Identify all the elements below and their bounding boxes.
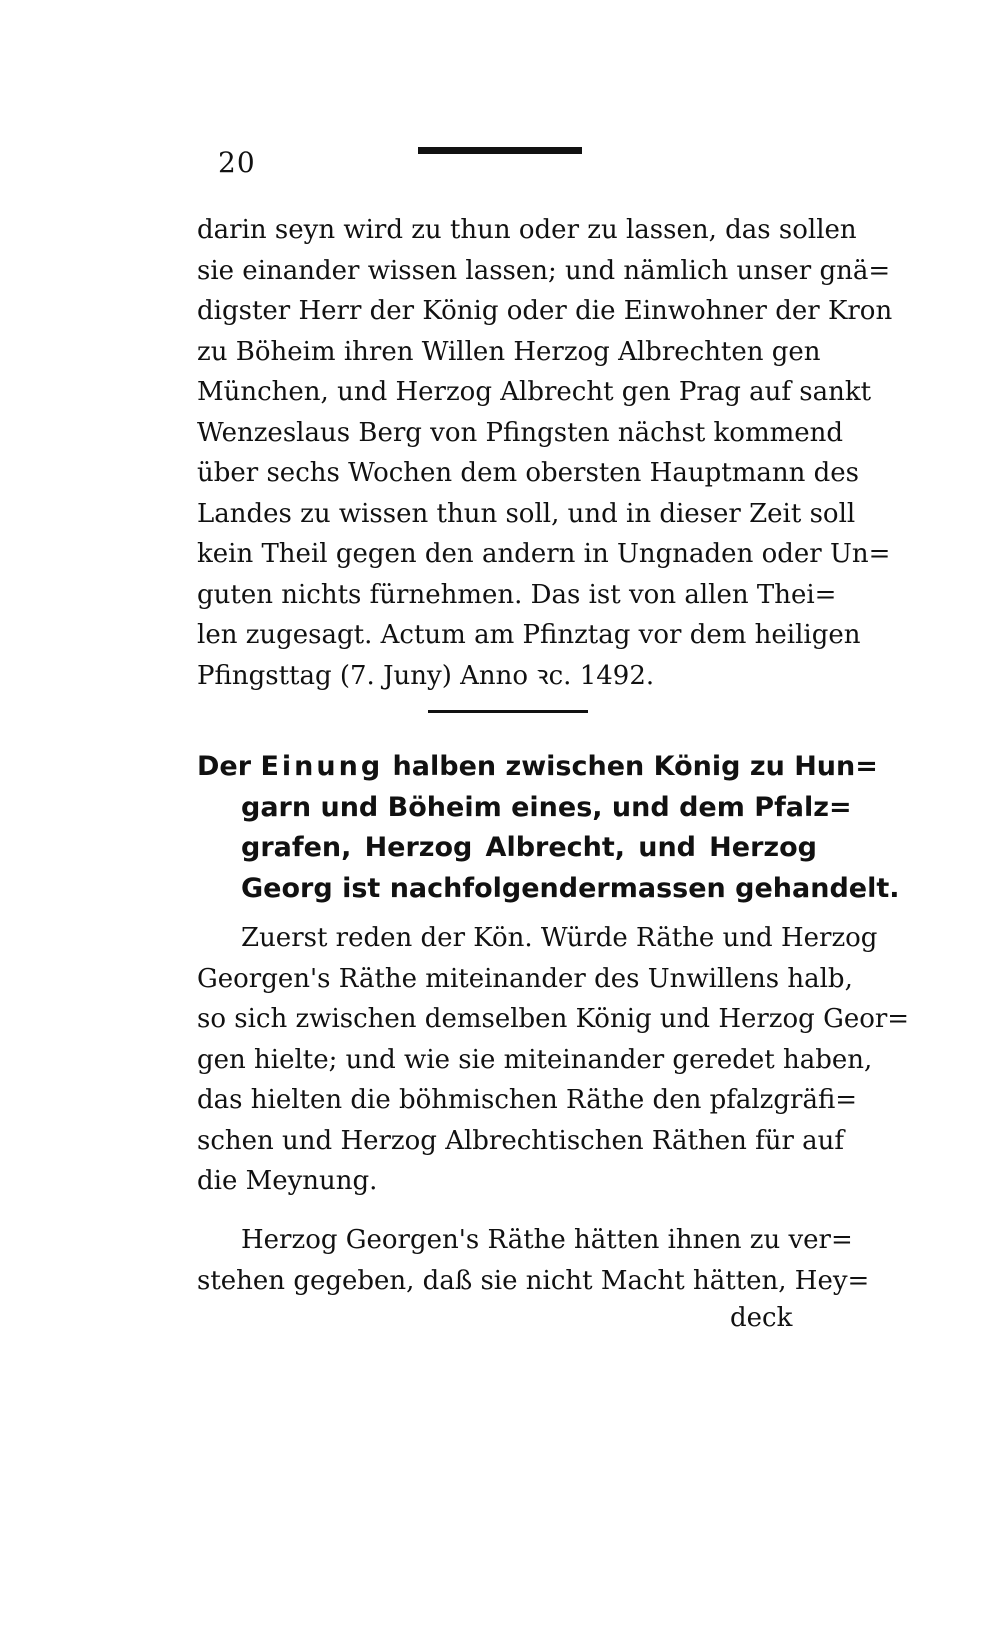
text-line: über sechs Wochen dem obersten Hauptmann des (197, 458, 859, 488)
heading-line: grafen, Herzog Albrecht, und Herzog (241, 832, 817, 863)
section-divider (428, 710, 588, 713)
heading-line: Georg ist nachfolgendermassen gehandelt. (241, 872, 900, 904)
text-line: so sich zwischen demselben König und Herzog Geor= (197, 1004, 910, 1034)
text-line: Herzog Georgen's Räthe hätten ihnen zu ver= (241, 1225, 853, 1255)
text-line: stehen gegeben, daß sie nicht Macht hätten, Hey= (197, 1265, 870, 1296)
text-line: das hielten die böhmischen Räthe den pfalzgräfi= (197, 1085, 858, 1115)
section-heading (197, 746, 900, 908)
text-line: Wenzeslaus Berg von Pfingsten nächst kommend (197, 417, 844, 448)
text-line: len zugesagt. Actum am Pfinztag vor dem heiligen (197, 620, 861, 650)
text-line: München, und Herzog Albrecht gen Prag auf sankt (197, 377, 872, 407)
heading-prefix: Der (197, 751, 261, 782)
text-line: guten nichts fürnehmen. Das ist von allen Thei= (197, 579, 837, 610)
text-line: zu Böheim ihren Willen Herzog Albrechten gen (197, 336, 821, 367)
paragraph-continued (197, 210, 893, 696)
heading-suffix: halben zwischen König zu Hun= (383, 751, 878, 782)
text-line: gen hielte; und wie sie miteinander geredet haben, (197, 1044, 873, 1075)
catchword: deck (730, 1303, 793, 1333)
text-line: Landes zu wissen thun soll, und in dieser Zeit soll (197, 498, 856, 529)
text-line: sie einander wissen lassen; und nämlich unser gnä= (197, 255, 891, 286)
text-line: darin seyn wird zu thun oder zu lassen, das sollen (197, 215, 857, 245)
text-line: Georgen's Räthe miteinander des Unwillens halb, (197, 963, 853, 994)
paragraph (197, 1220, 870, 1301)
header-rule (418, 147, 582, 154)
heading-line: garn und Böheim eines, und dem Pfalz= (241, 791, 852, 823)
text-line: digster Herr der König oder die Einwohner der Kron (197, 296, 893, 326)
paragraph (197, 918, 910, 1202)
text-line: kein Theil gegen den andern in Ungnaden oder Un= (197, 539, 891, 569)
text-line: Pfingsttag (7. Juny) Anno ꝛc. 1492. (197, 660, 655, 691)
page-number: 20 (218, 146, 256, 179)
text-line: Zuerst reden der Kön. Würde Räthe und Herzog (241, 923, 878, 953)
heading-emphasis: Einung (260, 751, 384, 782)
text-line: die Meynung. (197, 1166, 378, 1196)
heading-line (197, 746, 878, 787)
text-line: schen und Herzog Albrechtischen Räthen für auf (197, 1125, 845, 1156)
